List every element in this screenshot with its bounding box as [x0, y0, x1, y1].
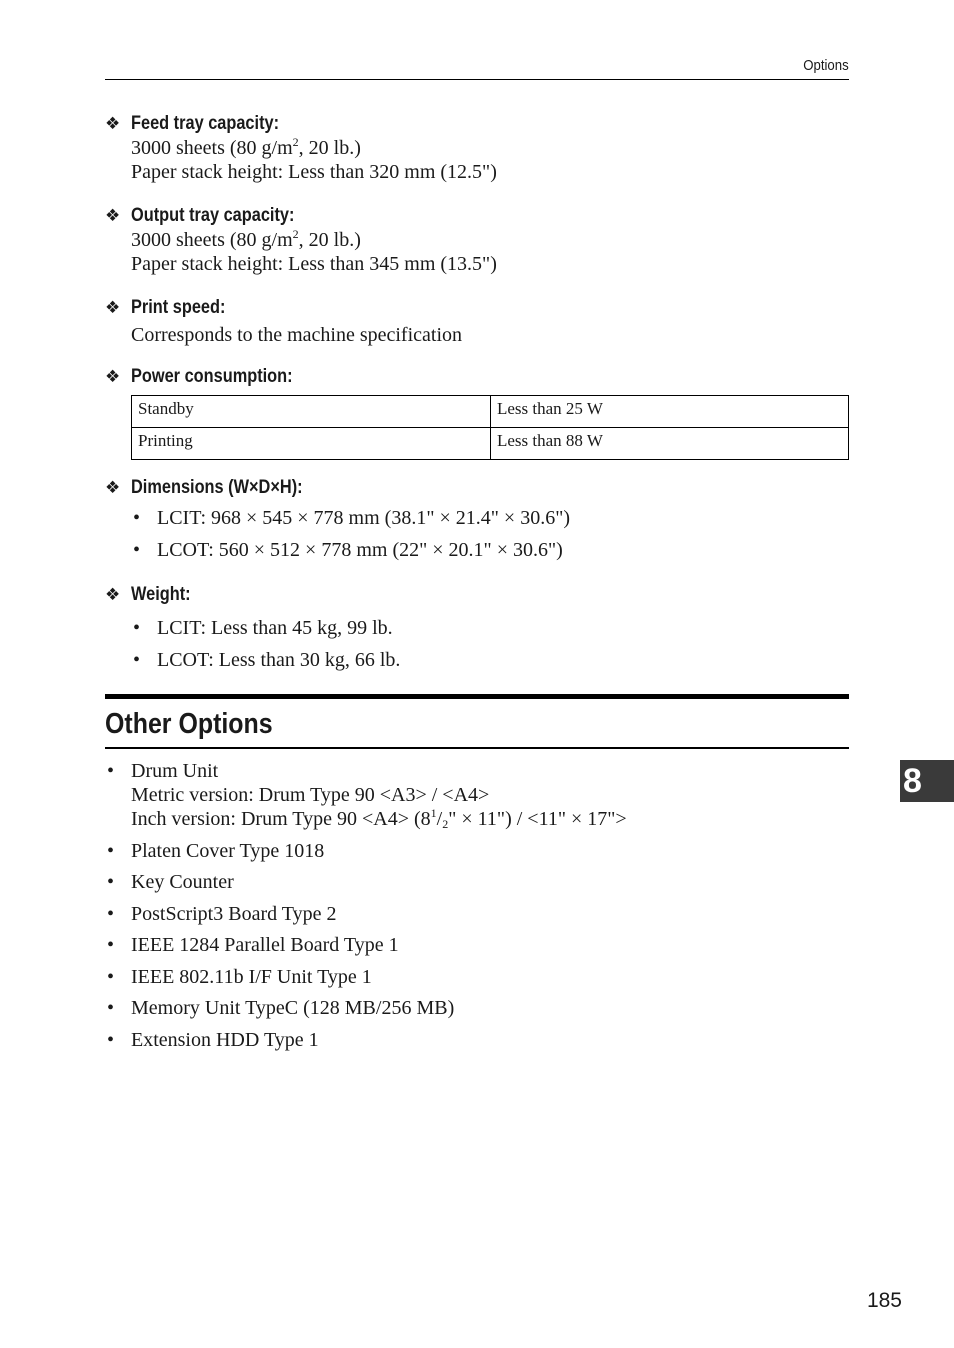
list-item: • IEEE 1284 Parallel Board Type 1 [105, 933, 849, 957]
feed-tray-stack-height: Paper stack height: Less than 320 mm (12.5") [131, 161, 497, 183]
feed-tray-section [105, 112, 849, 184]
feed-tray-sheets: 3000 sheets (80 $g/m^2$, 20 lb.) [131, 135, 361, 159]
power-value-cell: Less than 25 W [491, 396, 849, 428]
power-title: ❖ Power consumption: [105, 366, 293, 387]
power-mode-cell: Standby [132, 396, 491, 428]
output-tray-title: ❖ Output tray capacity: [105, 205, 295, 226]
print-speed-text: Corresponds to the machine specification [131, 324, 463, 346]
power-section [105, 365, 849, 460]
print-speed-section [105, 296, 849, 347]
list-item: • LCOT: Less than 30 kg, 66 lb. [105, 648, 849, 672]
output-tray-sheets: 3000 sheets (80 $g/m^2$, 20 lb.) [131, 227, 361, 251]
running-header [105, 57, 849, 80]
power-value-cell: Less than 88 W [491, 428, 849, 460]
list-item: • LCOT: 560 × 512 × 778 mm (22" × 20.1" × 30.6") [105, 538, 849, 562]
weight-section [105, 583, 849, 680]
diamond-bullet-icon: ❖ [105, 367, 121, 387]
dimensions-list [105, 506, 849, 562]
diamond-bullet-icon: ❖ [105, 585, 121, 605]
section-rule-top [105, 694, 849, 699]
output-tray-stack-height: Paper stack height: Less than 345 mm (13.5") [131, 253, 497, 275]
page-number: 185 [866, 1289, 902, 1312]
feed-tray-title: ❖ Feed tray capacity: [105, 113, 280, 134]
dimensions-section [105, 476, 849, 570]
chapter-tab: 8 [900, 760, 954, 802]
power-mode-cell: Printing [132, 428, 491, 460]
list-item: • LCIT: 968 × 545 × 778 mm (38.1" × 21.4" × 30.6") [105, 506, 849, 530]
diamond-bullet-icon: ❖ [105, 114, 121, 134]
section-rule-bottom [105, 747, 849, 749]
power-table [131, 395, 849, 460]
list-item: • Key Counter [105, 870, 849, 894]
list-item: • PostScript3 Board Type 2 [105, 902, 849, 926]
running-title: Options [803, 57, 849, 74]
weight-title: ❖ Weight: [105, 584, 191, 605]
diamond-bullet-icon: ❖ [105, 478, 121, 498]
dimensions-title: ❖ Dimensions (W×D×H): [105, 477, 303, 498]
output-tray-section [105, 204, 849, 276]
table-row [132, 396, 849, 428]
list-item: • LCIT: Less than 45 kg, 99 lb. [105, 616, 849, 640]
diamond-bullet-icon: ❖ [105, 206, 121, 226]
list-item: • Platen Cover Type 1018 [105, 839, 849, 863]
diamond-bullet-icon: ❖ [105, 298, 121, 318]
table-row [132, 428, 849, 460]
weight-list [105, 616, 849, 672]
other-options-list [105, 759, 849, 1059]
list-item-drum-unit: • Drum Unit Metric version: Drum Type 90 <A3> / <A4> Inch version: Drum Type $90 <A4> (8^1/_2$" × 11") / <11" × 17"> [105, 759, 849, 831]
print-speed-title: ❖ Print speed: [105, 297, 226, 318]
list-item: • IEEE 802.11b I/F Unit Type 1 [105, 965, 849, 989]
list-item: • Memory Unit TypeC (128 MB/256 MB) [105, 996, 849, 1020]
other-options-heading: Other Options [105, 708, 273, 740]
list-item: • Extension HDD Type 1 [105, 1028, 849, 1052]
